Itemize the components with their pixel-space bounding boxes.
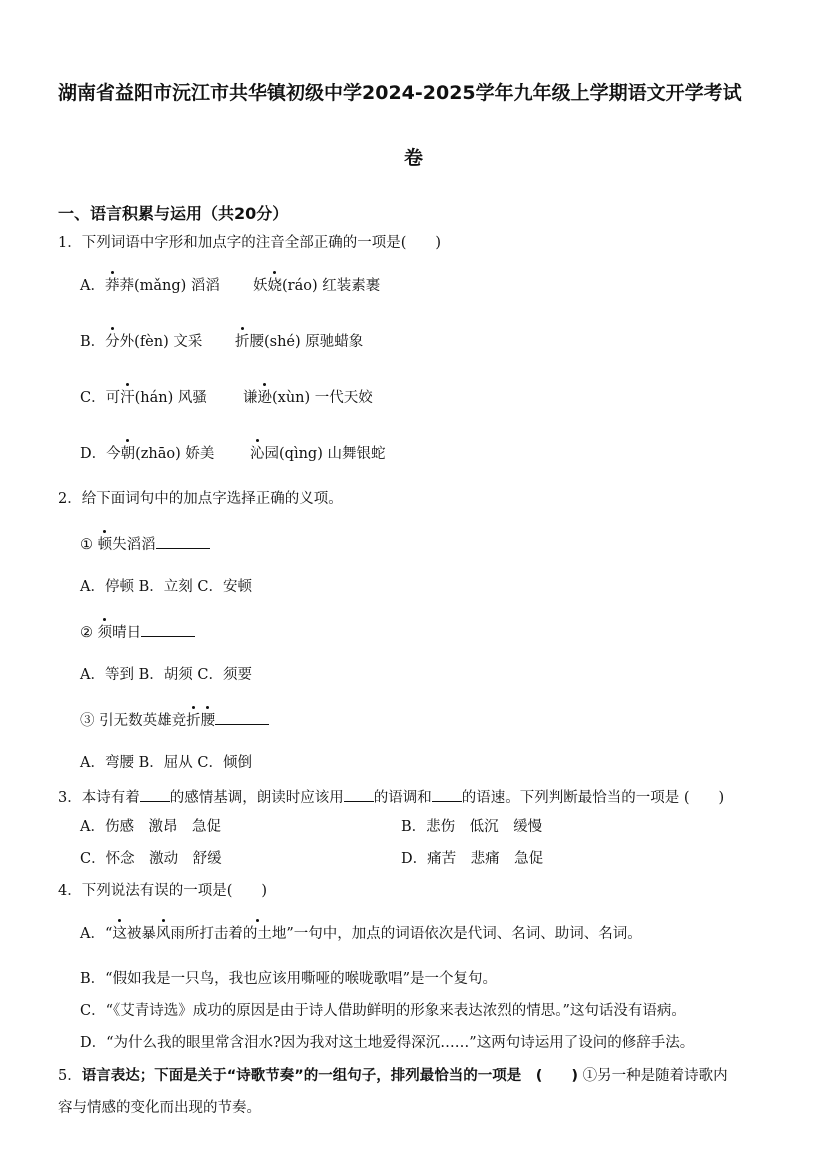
- answer-blank[interactable]: [215, 708, 269, 725]
- q1-option-c[interactable]: C．可汗(hán) 风骚: [80, 390, 207, 406]
- dotted-char: 这: [112, 926, 127, 942]
- q2-item-2: ② 须晴日: [80, 620, 195, 643]
- dotted-char: 须: [97, 625, 113, 641]
- question-1-stem: 1．下列词语中字形和加点字的注音全部正确的一项是( ): [58, 235, 442, 251]
- q1-option-a-word2: 妖娆(ráo) 红装素裹: [253, 278, 381, 294]
- dotted-char: 着的土地: [228, 926, 287, 942]
- question-4-stem: 4．下列说法有误的一项是( ): [58, 883, 268, 899]
- dotted-char: 逊: [257, 390, 272, 406]
- q2-item-3: ③ 引无数英雄竞折腰: [80, 708, 269, 731]
- dotted-char: 沁: [250, 446, 265, 462]
- answer-blank[interactable]: [432, 785, 462, 802]
- q2-item-2-options[interactable]: A．等到 B．胡须 C．须要: [80, 667, 252, 683]
- dotted-char: 折: [235, 334, 250, 350]
- q3-option-a[interactable]: A．伤感 激昂 急促: [80, 819, 221, 835]
- dotted-char: 汗: [120, 390, 135, 406]
- question-2-stem: 2．给下面词句中的加点字选择正确的义项。: [58, 491, 343, 507]
- q4-option-c[interactable]: C．“《艾青诗选》成功的原因是由于诗人借助鲜明的形象来表达浓烈的情思。”这句话没有语病。: [80, 1003, 686, 1019]
- page-title: 湖南省益阳市沅江市共华镇初级中学2024-2025学年九年级上学期语文开学考试: [58, 82, 742, 104]
- dotted-char: 朝: [120, 446, 136, 462]
- page-title-continued: 卷: [404, 147, 424, 169]
- q4-option-d[interactable]: D．“为什么我的眼里常含泪水?因为我对这土地爱得深沉……”这两句诗运用了设问的修辞手法。: [80, 1035, 695, 1051]
- question-5-continued: 容与情感的变化而出现的节奏。: [58, 1100, 261, 1116]
- q1-option-b[interactable]: B．分外(fèn) 文采: [80, 334, 203, 350]
- dotted-char: 腰: [200, 713, 216, 729]
- q2-item-1: ① 顿失滔滔: [80, 532, 210, 555]
- section-heading: 一、语言积累与运用（共20分）: [58, 204, 289, 223]
- answer-blank[interactable]: [156, 532, 210, 549]
- q2-item-1-options[interactable]: A．停顿 B．立刻 C．安顿: [80, 579, 252, 595]
- answer-blank[interactable]: [344, 785, 374, 802]
- question-5-stem: 5．语言表达；下面是关于“诗歌节奏”的一组句子，排列最恰当的一项是 ( ) ①另一种是随着诗歌内: [58, 1068, 728, 1084]
- q1-option-a[interactable]: A．莽莽(mǎng) 滔滔: [80, 278, 220, 294]
- q3-option-b[interactable]: B．悲伤 低沉 缓慢: [401, 819, 543, 835]
- q4-option-a[interactable]: A．“这被暴风雨所打击着的土地”一句中，加点的词语依次是代词、名词、助词、名词。: [80, 926, 642, 942]
- dotted-char: 娆: [267, 278, 282, 294]
- question-3-stem: 3．本诗有着 的感情基调，朗读时应该用 的语调和 的语速。下列判断最恰当的一项是 ( ): [58, 785, 724, 808]
- q4-option-b[interactable]: B．“假如我是一只鸟，我也应该用嘶哑的喉咙歌唱”是一个复句。: [80, 971, 497, 987]
- dotted-char: 顿: [97, 537, 113, 553]
- answer-blank[interactable]: [140, 785, 170, 802]
- answer-blank[interactable]: [141, 620, 195, 637]
- q3-option-d[interactable]: D．痛苦 悲痛 急促: [401, 851, 544, 867]
- dotted-char: 分: [105, 334, 120, 350]
- q3-option-c[interactable]: C．怀念 激动 舒缓: [80, 851, 222, 867]
- q1-option-c-word2: 谦逊(xùn) 一代天姣: [243, 390, 373, 406]
- q1-option-d-word2: 沁园(qìng) 山舞银蛇: [250, 446, 386, 462]
- q1-option-b-word2: 折腰(shé) 原驰蜡象: [235, 334, 364, 350]
- dotted-char: 暴风雨: [141, 926, 185, 942]
- dotted-char: 莽: [104, 278, 120, 294]
- q1-option-d[interactable]: D．今朝(zhāo) 娇美: [80, 446, 215, 462]
- q2-item-3-options[interactable]: A．弯腰 B．屈从 C．倾倒: [80, 755, 252, 771]
- dotted-char: 折: [186, 713, 201, 729]
